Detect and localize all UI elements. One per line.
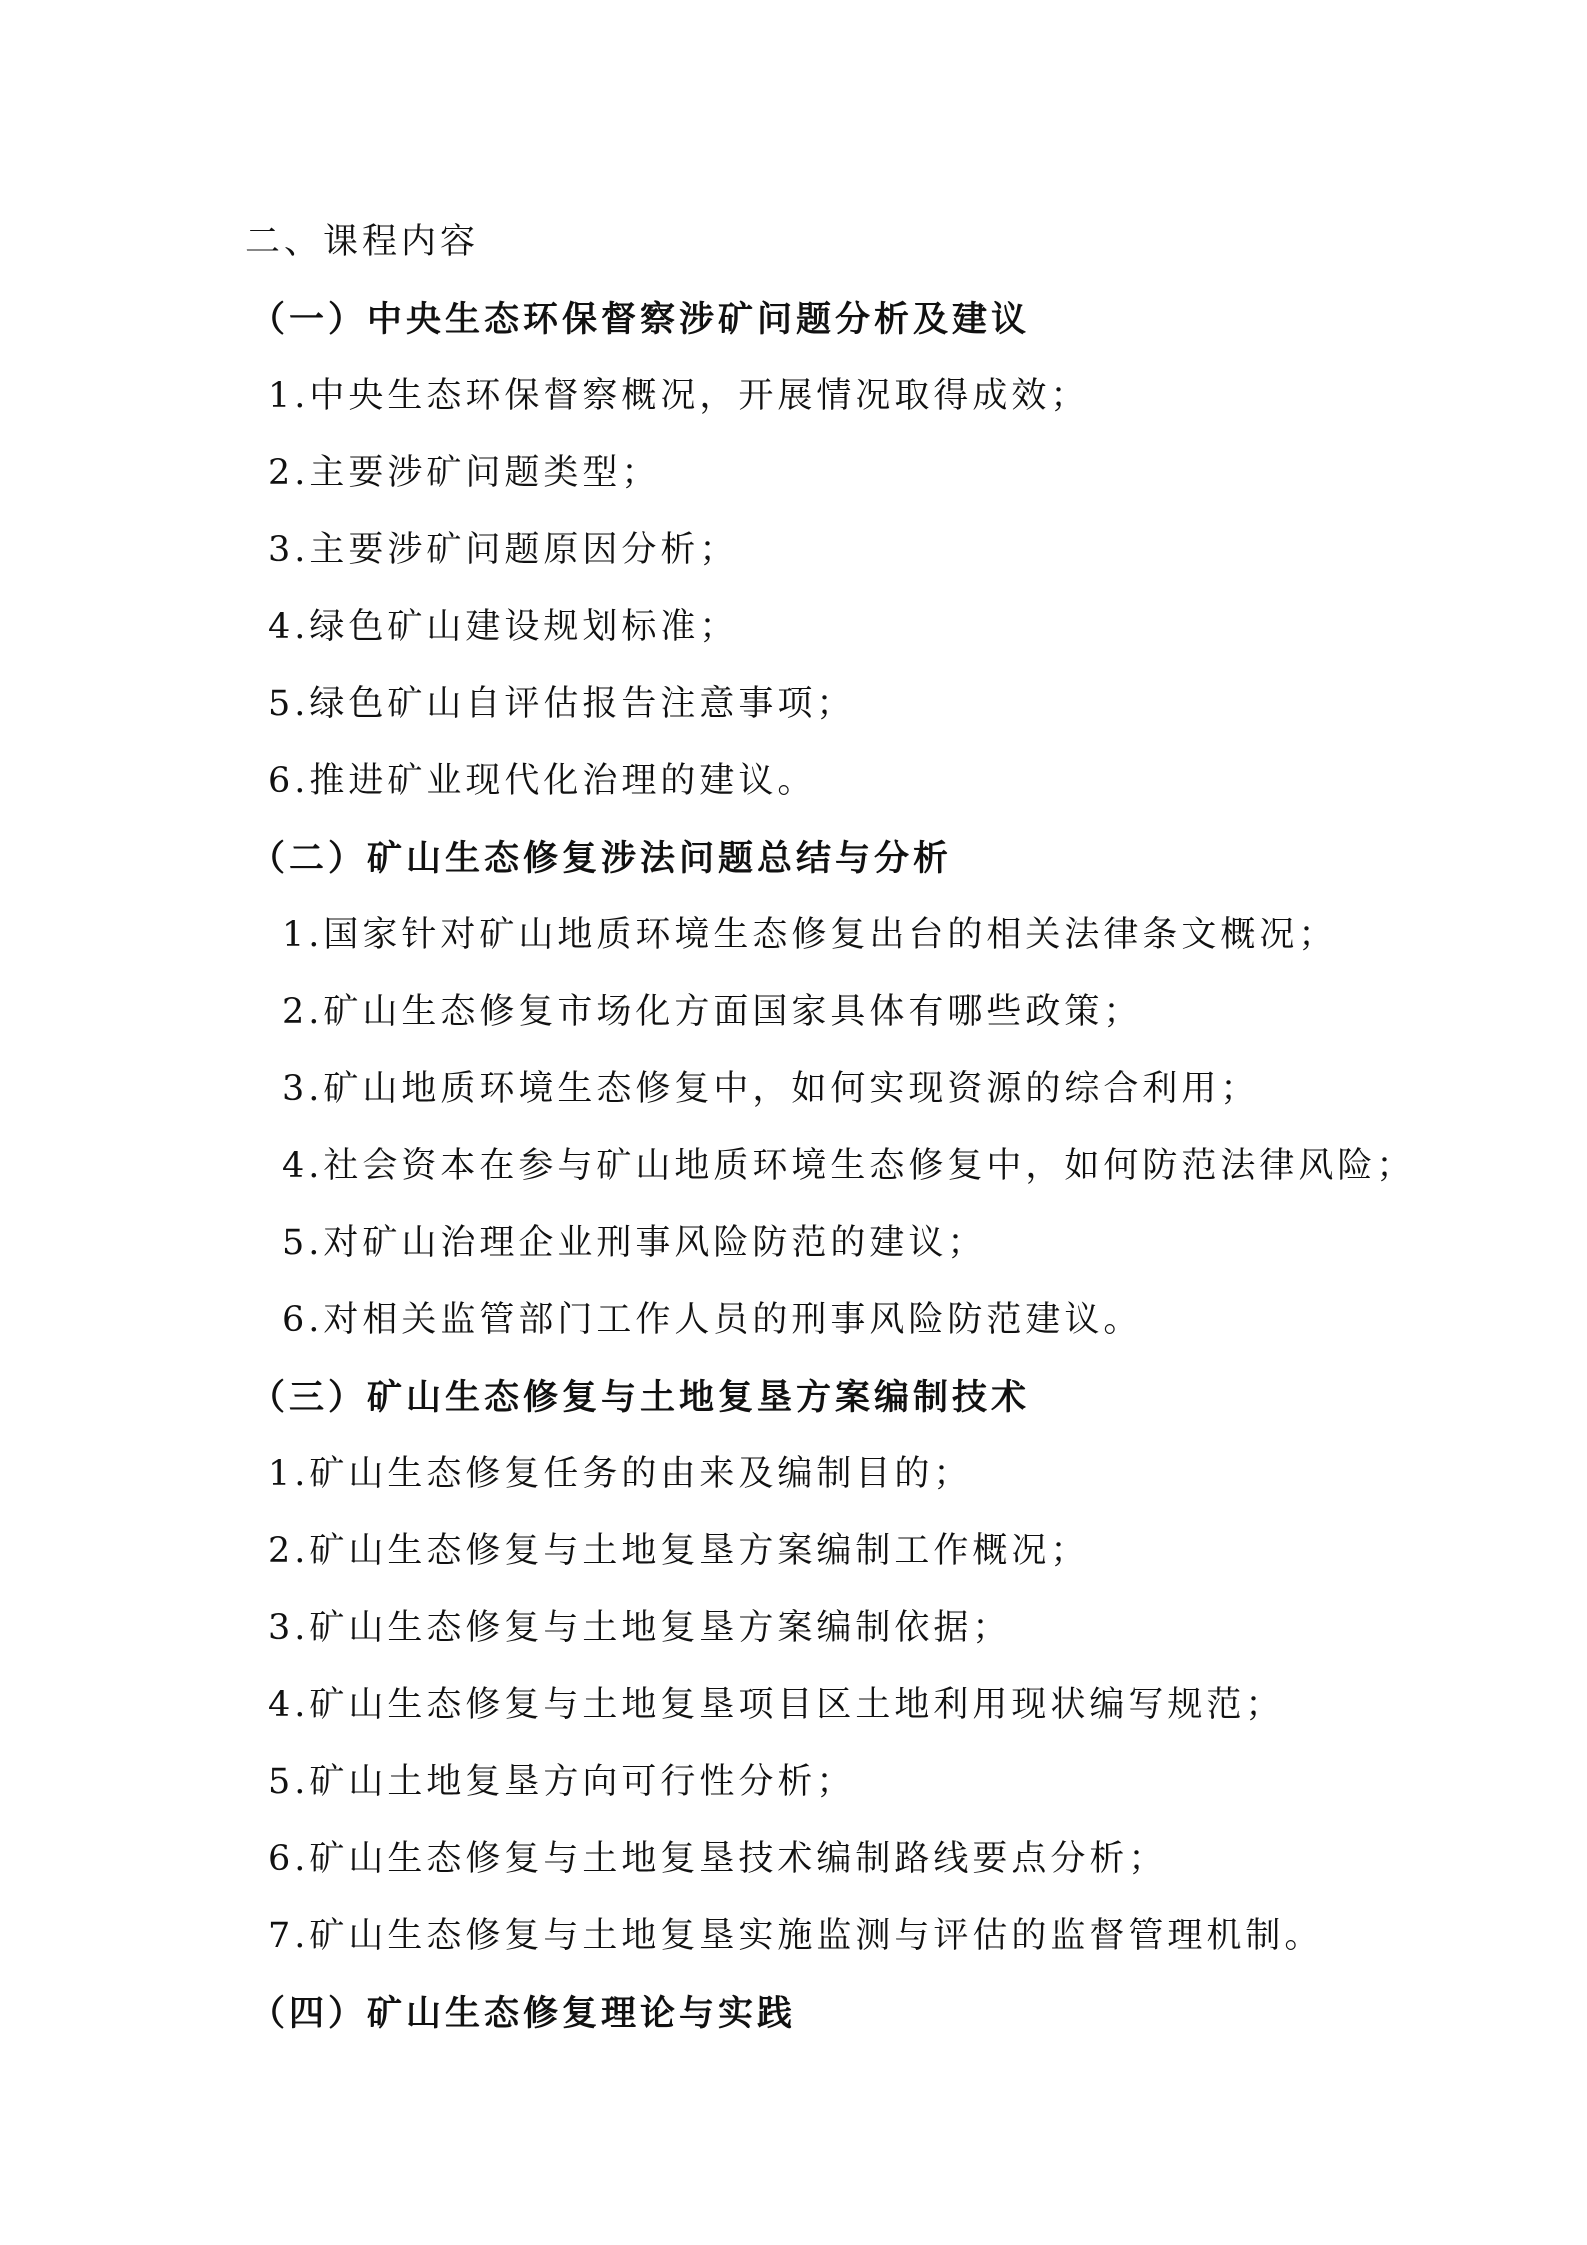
list-item: 3.主要涉矿问题原因分析；	[268, 530, 739, 570]
list-item: 5.矿山土地复垦方向可行性分析；	[268, 1762, 856, 1802]
section-heading-4: （四）矿山生态修复理论与实践	[250, 1993, 797, 2034]
list-item: 2.矿山生态修复与土地复垦方案编制工作概况；	[268, 1531, 1090, 1571]
list-item: 1.矿山生态修复任务的由来及编制目的；	[268, 1454, 973, 1494]
section-heading-2: （二）矿山生态修复涉法问题总结与分析	[250, 838, 953, 879]
section-heading-3: （三）矿山生态修复与土地复垦方案编制技术	[250, 1377, 1031, 1418]
list-item: 3.矿山地质环境生态修复中，如何实现资源的综合利用；	[282, 1069, 1260, 1109]
list-item: 6.推进矿业现代化治理的建议。	[268, 761, 817, 801]
list-item: 3.矿山生态修复与土地复垦方案编制依据；	[268, 1608, 1012, 1648]
list-item: 6.矿山生态修复与土地复垦技术编制路线要点分析；	[268, 1839, 1168, 1879]
list-item: 6.对相关监管部门工作人员的刑事风险防范建议。	[282, 1300, 1143, 1340]
list-item: 1.中央生态环保督察概况，开展情况取得成效；	[268, 376, 1090, 416]
list-item: 4.绿色矿山建设规划标准；	[268, 607, 739, 647]
list-item: 2.矿山生态修复市场化方面国家具体有哪些政策；	[282, 992, 1143, 1032]
section-heading-1: （一）中央生态环保督察涉矿问题分析及建议	[250, 299, 1031, 340]
list-item: 2.主要涉矿问题类型；	[268, 453, 661, 493]
list-item: 4.社会资本在参与矿山地质环境生态修复中，如何防范法律风险；	[282, 1146, 1416, 1186]
list-item: 7.矿山生态修复与土地复垦实施监测与评估的监督管理机制。	[268, 1916, 1324, 1956]
list-item: 1.国家针对矿山地质环境生态修复出台的相关法律条文概况；	[282, 915, 1338, 955]
list-item: 4.矿山生态修复与土地复垦项目区土地利用现状编写规范；	[268, 1685, 1285, 1725]
page-title: 二、课程内容	[245, 222, 480, 262]
list-item: 5.对矿山治理企业刑事风险防范的建议；	[282, 1223, 987, 1263]
list-item: 5.绿色矿山自评估报告注意事项；	[268, 684, 856, 724]
